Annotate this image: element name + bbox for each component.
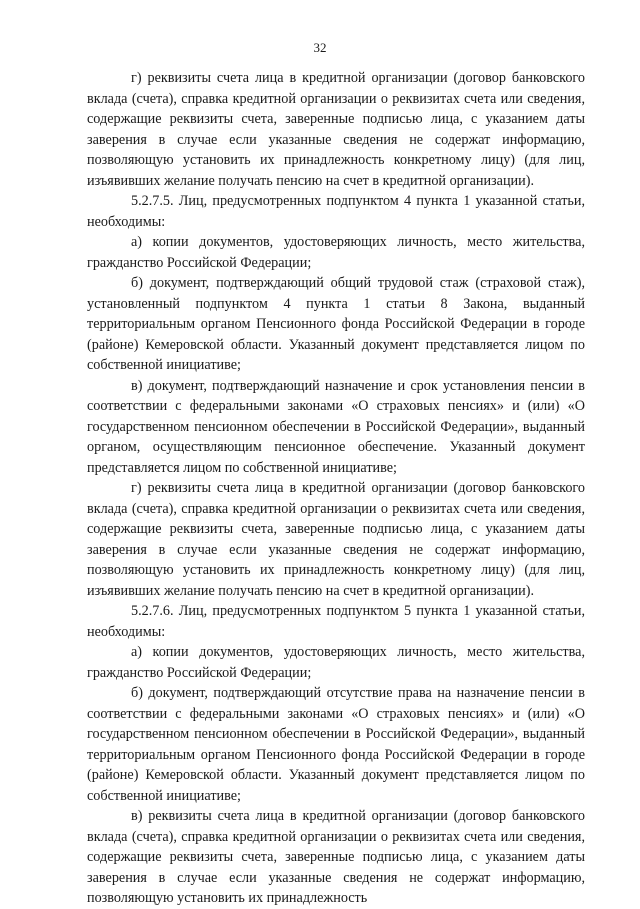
paragraph-a-identity-copies: а) копии документов, удостоверяющих личность, место жительства, гражданство Российской Федерации; [87, 234, 585, 271]
paragraph-5-2-7-5: 5.2.7.5. Лиц, предусмотренных подпунктом 4 пункта 1 указанной статьи, необходимы: [87, 193, 585, 230]
page-number: 32 [313, 40, 327, 55]
paragraph-g-requisites: г) реквизиты счета лица в кредитной организации (договор банковского вклада (счета), справка кредитной организации о реквизитах счета или сведения, содержащие реквизиты счета, заверенные подписью лица, с указанием даты заверения в случае если указанные сведения не содержат информацию, позволяющую установить их принадлежность конкретному лицу) (для лиц, изъявивших желание получать пенсию на счет в кредитной организации). [87, 70, 585, 189]
paragraph-5-2-7-6: 5.2.7.6. Лиц, предусмотренных подпунктом 5 пункта 1 указанной статьи, необходимы: [87, 603, 585, 640]
paragraph-g-requisites-2: г) реквизиты счета лица в кредитной организации (договор банковского вклада (счета), справка кредитной организации о реквизитах счета или сведения, содержащие реквизиты счета, заверенные подписью лица, с указанием даты заверения в случае если указанные сведения не содержат информацию, позволяющую установить их принадлежность конкретному лицу) (для лиц, изъявивших желание получать пенсию на счет в кредитной организации). [87, 480, 585, 599]
body-text [87, 68, 585, 909]
paragraph-v-pension-document: в) документ, подтверждающий назначение и срок установления пенсии в соответствии с федеральными законами «О страховых пенсиях» и (или) «О государственном пенсионном обеспечении в Российской Федерации», выданный органом, осуществляющим пенсионное обеспечение. Указанный документ представляется лицом по собственной инициативе; [87, 377, 585, 476]
paragraph-v-requisites: в) реквизиты счета лица в кредитной организации (договор банковского вклада (счета), справка кредитной организации о реквизитах счета или сведения, содержащие реквизиты счета, заверенные подписью лица, с указанием даты заверения в случае если указанные сведения не содержат информацию, позволяющую установить их принадлежность [87, 808, 585, 906]
paragraph-b-work-experience: б) документ, подтверждающий общий трудовой стаж (страховой стаж), установленный подпунктом 4 пункта 1 статьи 8 Закона, выданный территориальным органом Пенсионного фонда Российской Федерации в городе (районе) Кемеровской области. Указанный документ представляется лицом по собственной инициативе; [87, 275, 585, 373]
paragraph-b-no-pension-right: б) документ, подтверждающий отсутствие права на назначение пенсии в соответствии с федеральными законами «О страховых пенсиях» и (или) «О государственном пенсионном обеспечении в Российской Федерации», выданный территориальным органом Пенсионного фонда Российской Федерации в городе (районе) Кемеровской области. Указанный документ представляется лицом по собственной инициативе; [87, 685, 585, 804]
paragraph-a-identity-copies-2: а) копии документов, удостоверяющих личность, место жительства, гражданство Российской Федерации; [87, 644, 585, 681]
